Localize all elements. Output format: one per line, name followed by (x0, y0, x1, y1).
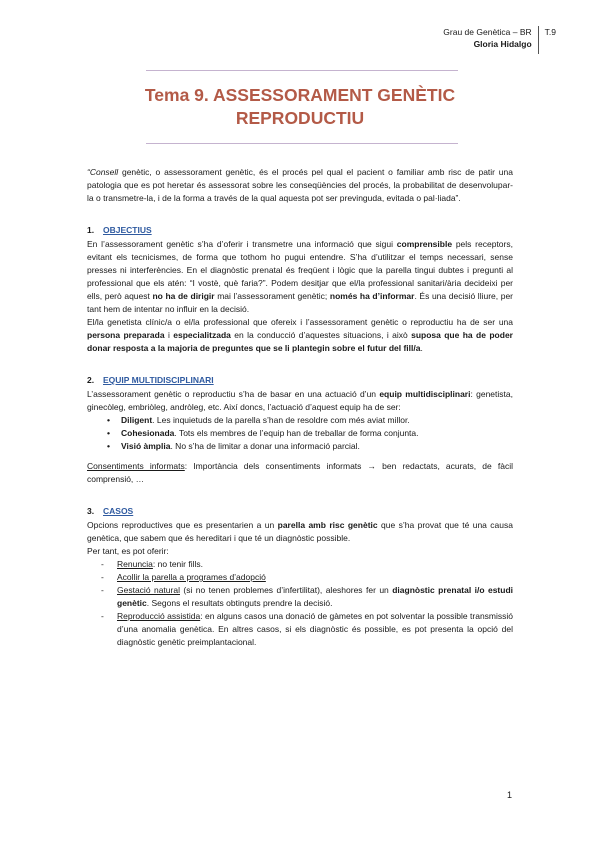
topic-code: T.9 (544, 27, 556, 37)
list-item: - Acollir la parella a programes d’adopció (117, 571, 513, 584)
page-number: 1 (507, 790, 513, 800)
section-1-paragraph-1: En l’assessorament genètic s’ha d’oferir i transmetre una informació que sigui comprensible pels receptors, evitant els tecnicismes, de forma que tothom ho pugui entendre. S’ha d’utilitzar el temps necessari, sense presses ni interferències. En el diagnòstic prenatal és freqüent i lògic que la parella tingui dubtes i pregunti al professional que els atén: “I vostè, què faria?”. Podem desitjar que el/la professional sanitari/ària decideixi per ells, però aquest no ha de dirigir mai l’assessorament genètic; només ha d’informar. És una decisió lliure, per tant hem de intentar no influir en la decisió. (87, 239, 514, 314)
consent-label: Consentiments informats (87, 461, 185, 471)
list-item: - Renuncia: no tenir fills. (117, 558, 513, 571)
section-1-paragraph-2: El/la genetista clínic/a o el/la professional que ofereix i l’assessorament genètic o reproductiu ha de ser una persona preparada i especialitzada en la conducció d’aquestes situacions, i això suposa que ha de poder donar resposta a la majoria de preguntes que se li plantegin sobre el futur del fill/a. (87, 317, 513, 353)
course-name: Grau de Genètica – BR (443, 27, 532, 37)
section-1-title: OBJECTIUS (103, 225, 152, 235)
title-line-2: REPRODUCTIU (235, 108, 365, 128)
list-item: - Gestació natural (si no tenen problemes d’infertilitat), aleshores fer un diagnòstic prenatal i/o estudi genètic. Segons el resultats obtinguts prendre la decisió. (117, 584, 513, 610)
title-top-rule (146, 70, 458, 71)
section-1-heading (87, 224, 513, 237)
document-body (87, 166, 513, 649)
section-2-heading (87, 374, 513, 387)
section-3-paragraph: Opcions reproductives que es presentarien a un parella amb risc genètic que s’ha provat que té una causa genètica, que sabem que és hereditari i que té un diagnòstic possible. (87, 520, 513, 543)
list-item: • Diligent. Les inquietuds de la parella s’han de resoldre com més aviat millor. (121, 414, 513, 427)
title-bottom-rule (146, 143, 458, 144)
section-3-title: CASOS (103, 506, 134, 516)
section-2-title: EQUIP MULTIDISCIPLINARI (103, 375, 214, 385)
intro-italic: “Consell (87, 167, 119, 177)
intro-text: genètic, o assessorament genètic, és el procés pel qual el pacient o familiar amb risc de patir una patologia que es pot heretar és assessorat sobre les conseqüències del procés, la probabilitat de desenvolupar-la o transmetre-la, i de la forma a través de la qual aquesta pot ser previnguda, evitada o pal·liada”. (87, 167, 513, 203)
title-line-1: Tema 9. ASSESSORAMENT GENÈTIC (144, 85, 456, 105)
intro-paragraph (87, 166, 513, 205)
page-header (443, 26, 556, 54)
list-item: • Cohesionada. Tots els membres de l’equip han de treballar de forma conjunta. (121, 427, 513, 440)
section-3-heading (87, 505, 513, 518)
page-title (0, 84, 600, 130)
list-item: - Reproducció assistida: en alguns casos una donació de gàmetes en pot solventar la possible transmissió d’una anomalia genètica. En altres casos, si els diagnòstic és possible, es pot presenta la opció del diagnòstic genètic preimplantacional. (117, 610, 513, 649)
section-3-number: 3. (87, 506, 95, 516)
section-2-number: 2. (87, 375, 95, 385)
options-list (87, 558, 513, 649)
team-qualities-list (87, 414, 513, 453)
author-name: Gloria Hidalgo (473, 39, 532, 49)
list-item: • Visió àmplia. No s’ha de limitar a donar una informació parcial. (121, 440, 513, 453)
section-1-number: 1. (87, 225, 95, 235)
section-3-lead: Per tant, es pot oferir: (87, 546, 169, 556)
section-2-paragraph: L’assessorament genètic o reproductiu s’ha de basar en una actuació d’un equip multidisciplinari: genetista, ginecòleg, embriòleg, andròleg, etc. Així doncs, l’actuació d’aquest equip ha de ser: (87, 389, 513, 412)
consent-paragraph: Consentiments informats: Importància dels consentiments informats → ben redactats, acurats, de fàcil comprensió, … (87, 461, 513, 484)
header-info (443, 26, 537, 54)
